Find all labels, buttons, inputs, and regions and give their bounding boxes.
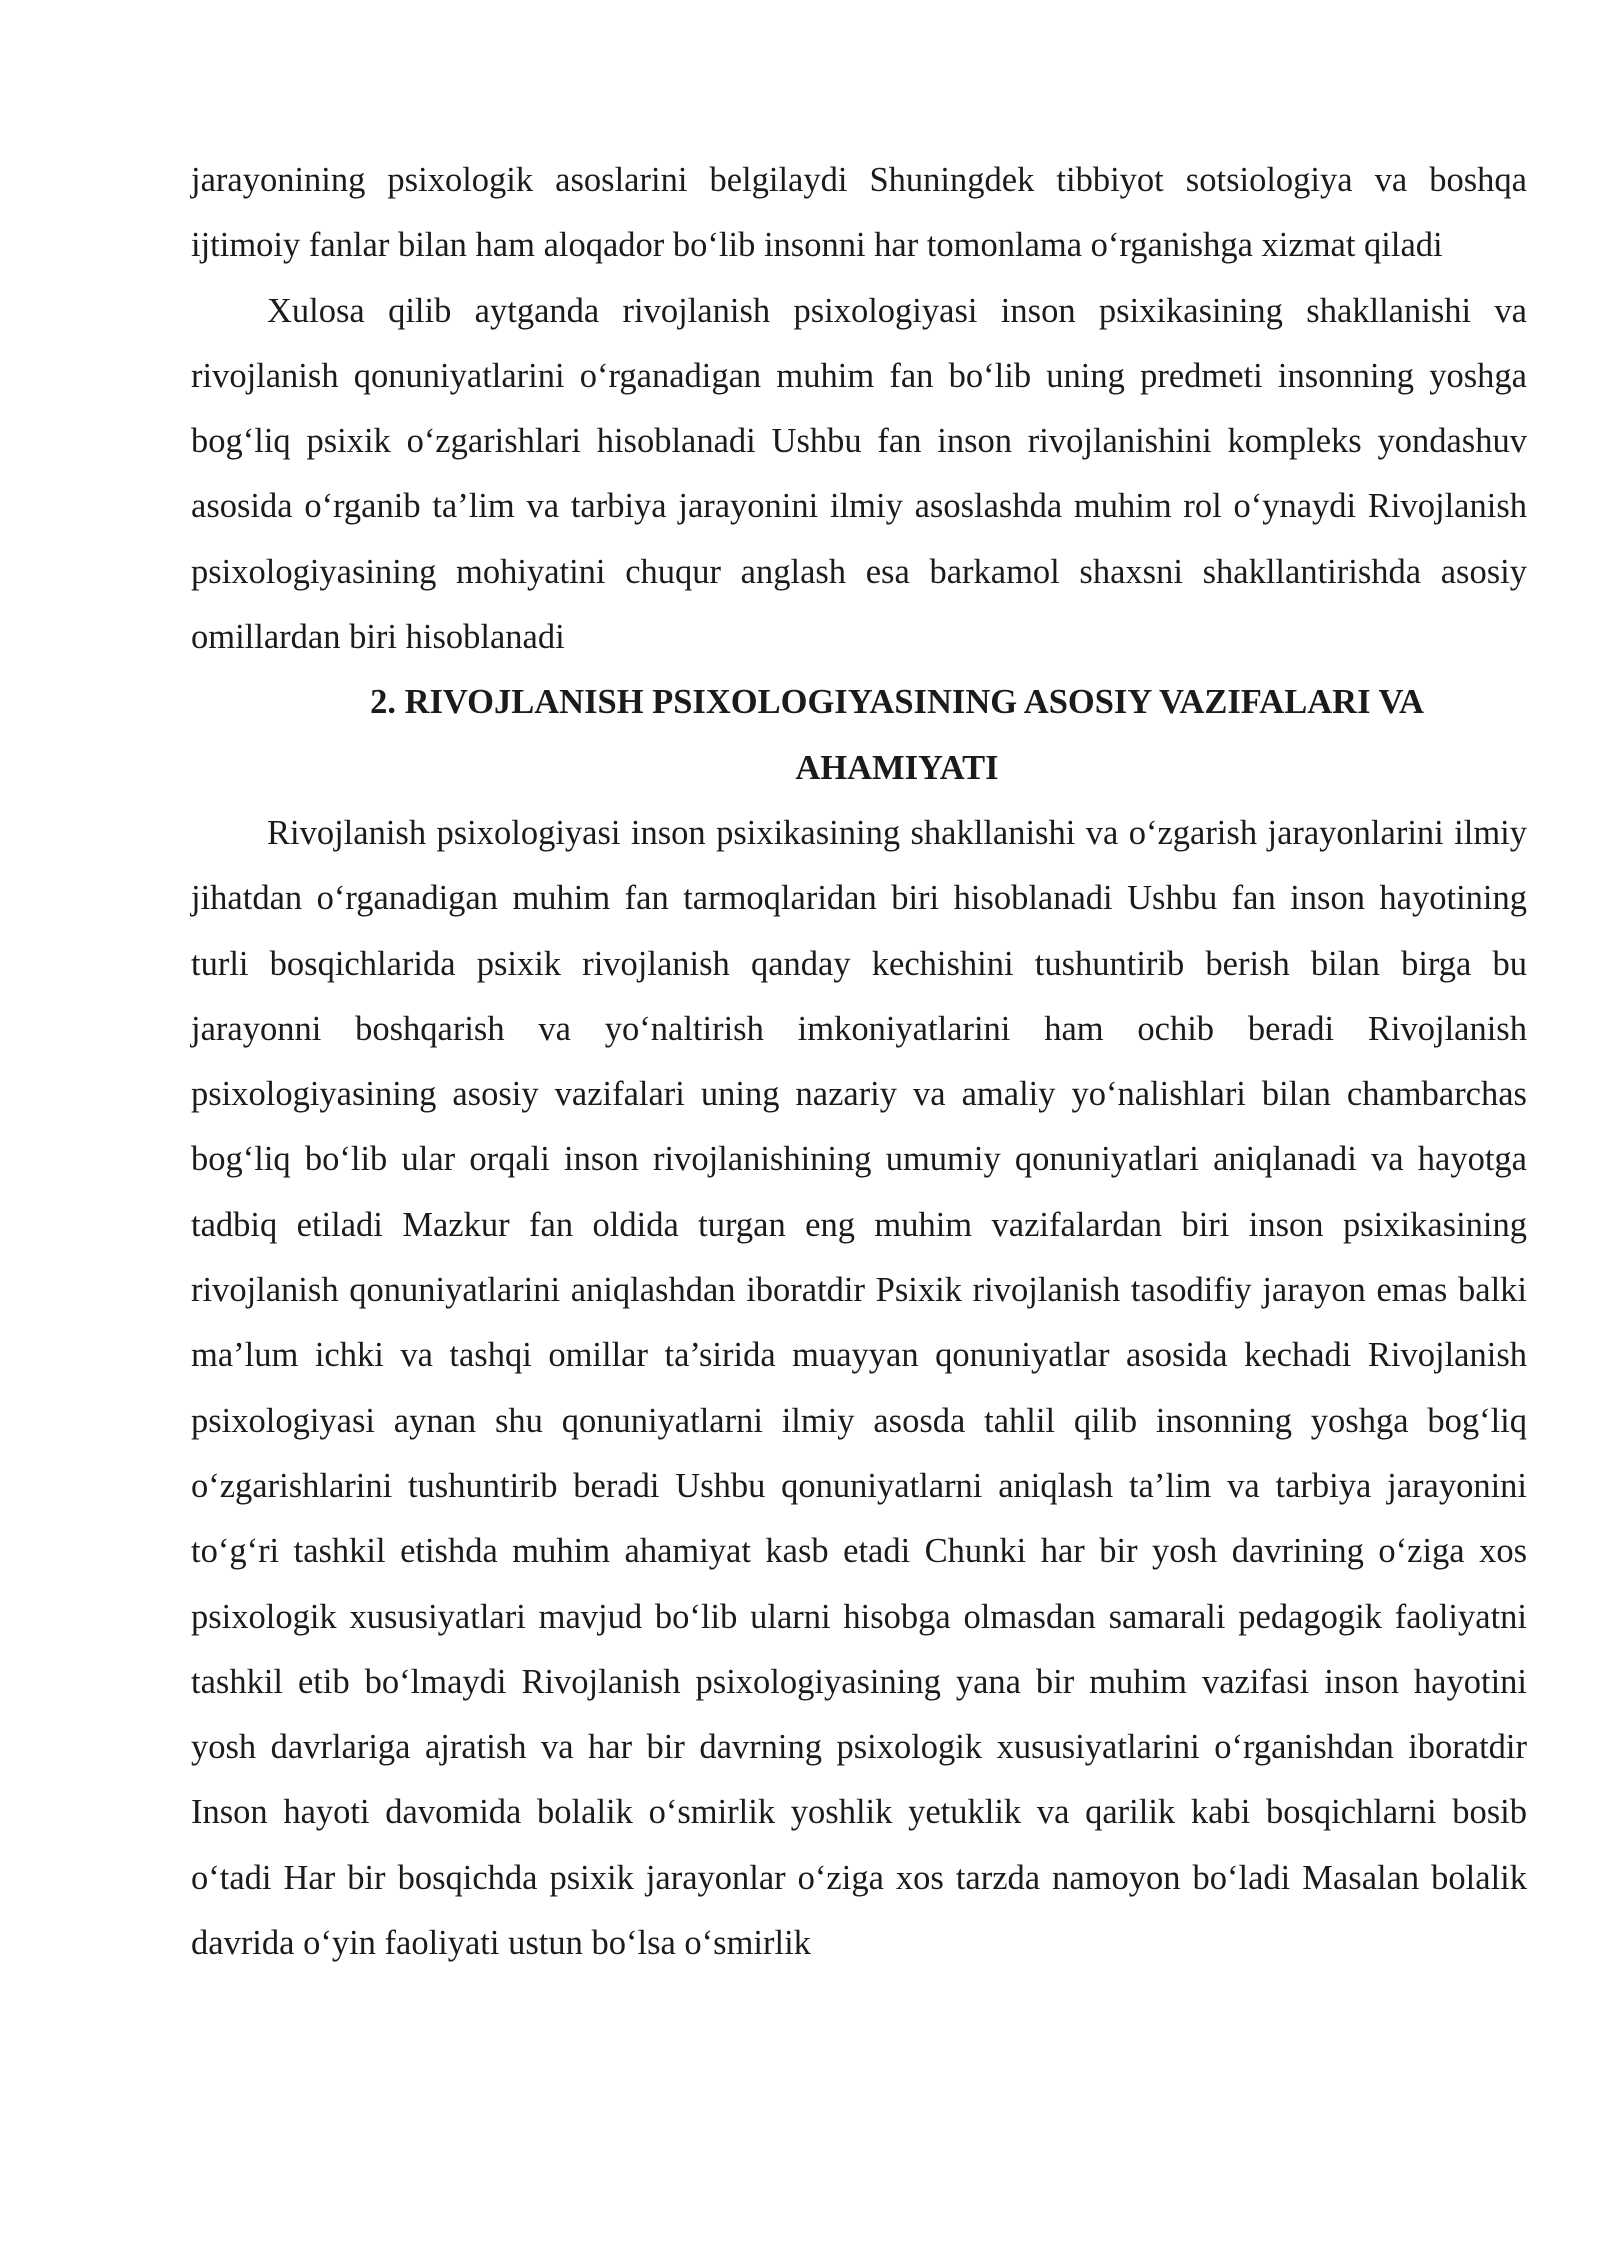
document-body [191, 148, 1527, 1976]
paragraph-conclusion: Xulosa qilib aytganda rivojlanish psixologiyasi inson psixikasining shakllanishi va rivojlanish qonuniyatlarini o‘rganadigan muhim fan bo‘lib uning predmeti insonning yoshga bog‘liq psixik o‘zgarishlari hisoblanadi Ushbu fan inson rivojlanishini kompleks yondashuv asosida o‘rganib ta’lim va tarbiya jarayonini ilmiy asoslashda muhim rol o‘ynaydi Rivojlanish psixologiyasining mohiyatini chuqur anglash esa barkamol shaxsni shakllantirishda asosiy omillardan biri hisoblanadi [191, 291, 1527, 657]
section-heading [191, 670, 1527, 801]
paragraph-continuation: jarayonining psixologik asoslarini belgilaydi Shuningdek tibbiyot sotsiologiya va boshqa ijtimoiy fanlar bilan ham aloqador bo‘lib insonni har tomonlama o‘rganishga xizmat qiladi [191, 161, 1527, 265]
section-heading-line-1: 2. RIVOJLANISH PSIXOLOGIYASINING ASOSIY VAZIFALARI VA [370, 683, 1424, 722]
paragraph-section-body: Rivojlanish psixologiyasi inson psixikasining shakllanishi va o‘zgarish jarayonlarini ilmiy jihatdan o‘rganadigan muhim fan tarmoqlaridan biri hisoblanadi Ushbu fan inson hayotining turli bosqichlarida psixik rivojlanish qanday kechishini tushuntirib berish bilan birga bu jarayonni boshqarish va yo‘naltirish imkoniyatlarini ham ochib beradi Rivojlanish psixologiyasining asosiy vazifalari uning nazariy va amaliy yo‘nalishlari bilan chambarchas bog‘liq bo‘lib ular orqali inson rivojlanishining umumiy qonuniyatlari aniqlanadi va hayotga tadbiq etiladi Mazkur fan oldida turgan eng muhim vazifalardan biri inson psixikasining rivojlanish qonuniyatlarini aniqlashdan iboratdir Psixik rivojlanish tasodifiy jarayon emas balki ma’lum ichki va tashqi omillar ta’sirida muayyan qonuniyatlar asosida kechadi Rivojlanish psixologiyasi aynan shu qonuniyatlarni ilmiy asosda tahlil qilib insonning yoshga bog‘liq o‘zgarishlarini tushuntirib beradi Ushbu qonuniyatlarni aniqlash ta’lim va tarbiya jarayonini to‘g‘ri tashkil etishda muhim ahamiyat kasb etadi Chunki har bir yosh davrining o‘ziga xos psixologik xususiyatlari mavjud bo‘lib ularni hisobga olmasdan samarali pedagogik faoliyatni tashkil etib bo‘lmaydi Rivojlanish psixologiyasining yana bir muhim vazifasi inson hayotini yosh davrlariga ajratish va har bir davrning psixologik xususiyatlarini o‘rganishdan iboratdir Inson hayoti davomida bolalik o‘smirlik yoshlik yetuklik va qarilik kabi bosqichlarni bosib o‘tadi Har bir bosqichda psixik jarayonlar o‘ziga xos tarzda namoyon bo‘ladi Masalan bolalik davrida o‘yin faoliyati ustun bo‘lsa o‘smirlik [191, 813, 1527, 1963]
section-heading-line-2: AHAMIYATI [795, 748, 999, 787]
